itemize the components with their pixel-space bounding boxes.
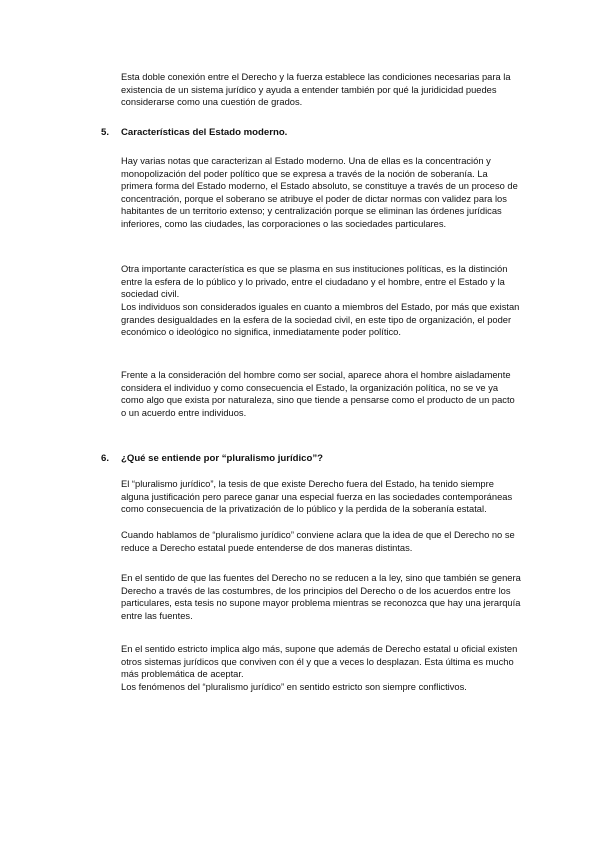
section-6-paragraph-2: En el sentido de que las fuentes del Derecho no se reducen a la ley, sino que también se genera Derecho a través de las costumbres, de los principios del Derecho o de los acuerdos entre los particulares, esta tesis no supone mayor problema mientras se reconozca que hay una jerarquía entre las fuentes.	[121, 573, 521, 621]
section-5-paragraph-1: Hay varias notas que caracterizan al Estado moderno. Una de ellas es la concentración y monopolización del poder político que se expresa a través de la noción de soberanía. La primera forma del Estado moderno, el Estado absoluto, se constituye a través de un proceso de concentración, porque el soberano se atribuye el poder de dictar normas con validez para los habitantes de un territorio extenso; y centralización porque se eliminan las órdenes jurídicas inferiores, como las ciudades, las corporaciones o las sociedades particulares.	[121, 156, 518, 229]
section-6-paragraph-1a: El “pluralismo jurídico”, la tesis de que existe Derecho fuera del Estado, ha tenido siempre alguna justificación pero parece ganar una especial fuerza en las sociedades contemporáneas como consecuencia de la privatización de lo público y la perdida de la soberanía estatal.	[121, 479, 513, 515]
section-6-heading	[101, 453, 323, 466]
section-6-number: 6.	[101, 453, 110, 464]
section-6-paragraph-3a: En el sentido estricto implica algo más, supone que además de Derecho estatal u oficial existen otros sistemas jurídicos que conviven con él y que a veces lo desplazan. Esta última es mucho más problemática de aceptar.	[121, 644, 518, 680]
section-5-number: 5.	[101, 127, 110, 138]
section-6-paragraph-1b: Cuando hablamos de “pluralismo jurídico” conviene aclara que la idea de que el Derecho no se reduce a Derecho estatal puede entenderse de dos maneras distintas.	[121, 530, 515, 553]
section-5-paragraph-3: Frente a la consideración del hombre como ser social, aparece ahora el hombre aisladamente considera el individuo y como consecuencia el Estado, la organización política, no se ve ya como algo que exista por naturaleza, sino que tiende a pensarse como el producto de un pacto o un acuerdo entre individuos.	[121, 370, 515, 418]
section-5-title: Características del Estado moderno.	[121, 127, 288, 138]
section-5-paragraph-2b: Los individuos son considerados iguales en cuanto a miembros del Estado, por más que existan grandes desigualdades en la esfera de la sociedad civil, en este tipo de organización, el poder económico o ideológico no significa, inmediatamente poder político.	[121, 302, 520, 338]
section-5-heading	[101, 127, 287, 140]
section-5-paragraph-2a: Otra importante característica es que se plasma en sus instituciones políticas, es la distinción entre la esfera de lo público y lo privado, entre el ciudadano y el hombre, entre el Estado y la sociedad civil.	[121, 264, 508, 300]
section-6-paragraph-3b: Los fenómenos del “pluralismo jurídico” en sentido estricto son siempre conflictivos.	[121, 682, 467, 692]
intro-paragraph: Esta doble conexión entre el Derecho y la fuerza establece las condiciones necesarias para la existencia de un sistema jurídico y ayuda a entender también por qué la juridicidad puedes considerarse como una cuestión de grados.	[121, 72, 511, 108]
section-6-title: ¿Qué se entiende por “pluralismo jurídico”?	[121, 453, 324, 464]
